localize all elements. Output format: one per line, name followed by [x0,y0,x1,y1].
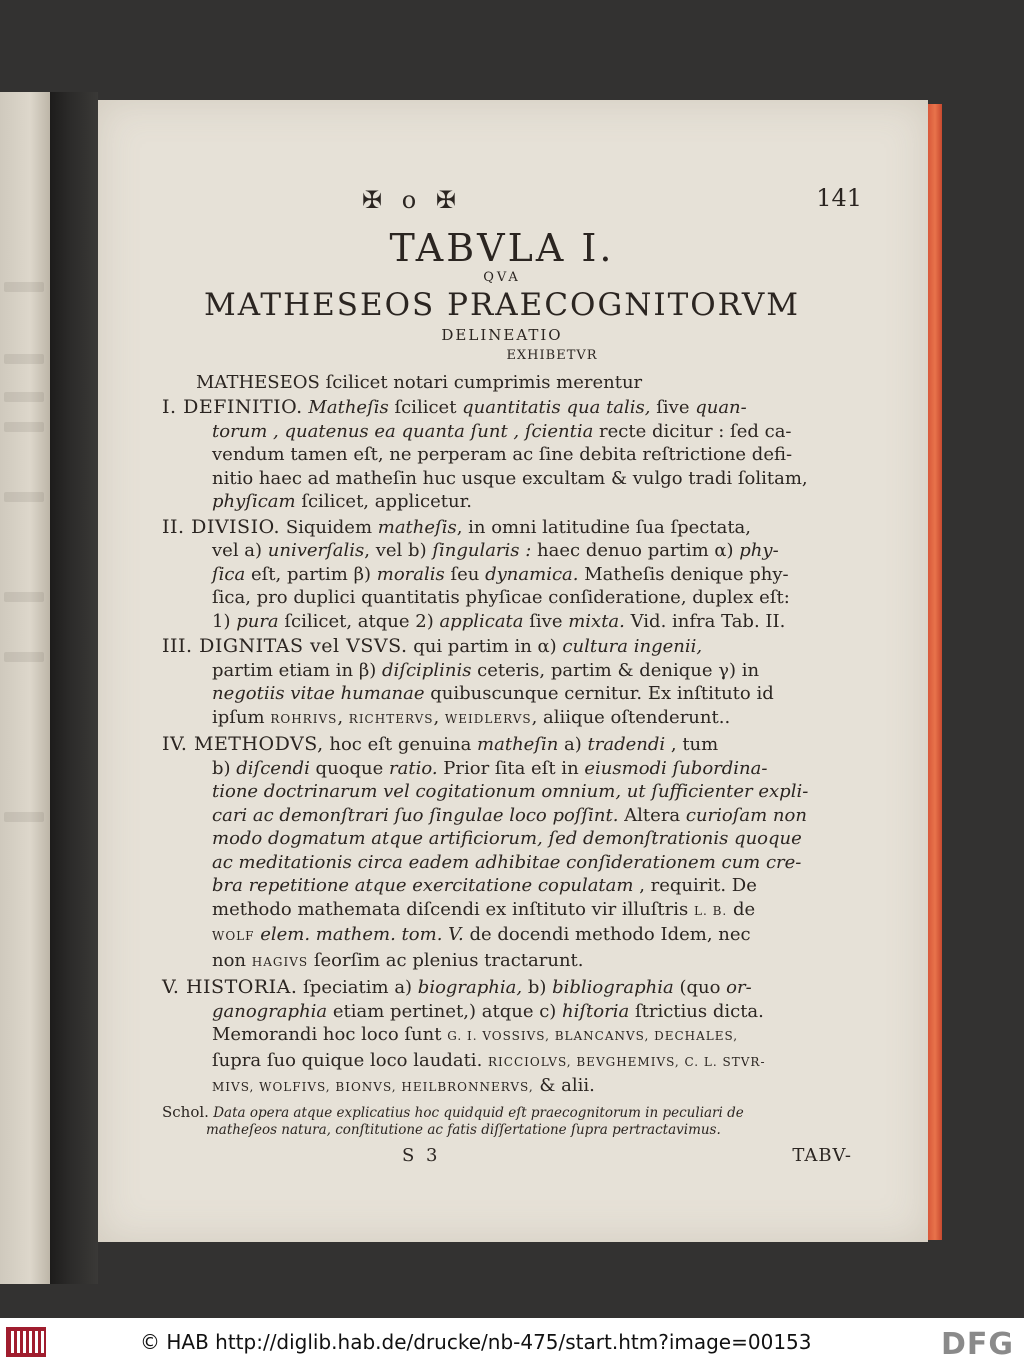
text-span: methodo mathemata diſcendi ex inſtituto vir illuſtris [212,898,694,920]
text-span: curioſam non [685,804,807,826]
dfg-logo[interactable]: DFG [940,1327,1014,1362]
text-span: applicata [439,610,524,632]
section-methodus [162,733,842,974]
text-span: b) [212,757,237,779]
section-definitio [162,396,842,514]
title-matheseos: MATHESEOS PRAECOGNITORVM [203,287,801,323]
section-heading: I. DEFINITIO. [162,396,303,418]
text-span: diſciplinis [382,659,472,681]
text-span: quan- [695,397,747,418]
text-span: etiam pertinet,) atque c) [327,1000,563,1022]
text-span: ganographia [212,1000,328,1022]
author-name: RICCIOLVS, BEVGHEMIVS, C. L. STVR- [488,1054,766,1069]
text-span: Matheſis [308,397,389,418]
running-head [162,180,862,220]
text-span: ſcilicet, applicetur. [295,491,472,512]
text-span: , [337,706,349,728]
running-head-ornament: ✠ o ✠ [362,186,462,214]
text-span: ſcilicet [388,397,463,418]
text-line: tione doctrinarum vel cogitationum omnium, ut ſufficienter expli- [212,781,809,802]
text-span: b) [522,977,553,998]
text-span: Altera [618,804,686,826]
text-span: mixta. [568,610,625,632]
book-gutter [50,92,98,1284]
text-span: (quo [673,977,727,998]
text-span: eſt, partim β) [245,563,377,585]
section-heading: II. DIVISIO. [162,515,281,538]
text-span: elem. mathem. tom. V. [254,924,464,945]
author-name: L. B. [693,903,728,918]
text-span: bibliographia [552,977,674,998]
bottom-bar [0,1318,1024,1367]
text-span: dynamica. [485,563,579,585]
text-span: Prior ſita eſt in [437,757,585,779]
book-page [98,100,928,1242]
author-name: RICHTERVS [348,711,434,726]
text-span: Siquidem [280,516,378,538]
text-span: partim etiam in β) [212,659,383,681]
author-name: MIVS, WOLFIVS, BIONVS, HEILBRONNERVS, [212,1080,534,1094]
text-span: matheſis [377,516,457,538]
section-heading: III. DIGNITAS vel VSVS. [162,635,408,657]
text-span: , vel b) [364,540,433,561]
text-span: Memorandi hoc loco ſunt [212,1024,448,1045]
text-span: tradendi [587,734,666,755]
text-line: ac meditationis circa eadem adhibitae conſiderationem cum cre- [212,851,802,873]
text-span: matheſin [477,734,559,755]
text-span: hiſtoria [562,1000,630,1022]
title-qua: QVA [483,270,521,285]
section-historia [162,976,842,1100]
text-span: non [212,949,252,971]
text-span: ſive [523,610,569,632]
signature-mark: S 3 [402,1144,441,1166]
text-line: vendum tamen eſt, ne perperam ac ſine debita reſtrictione defi- [212,444,793,465]
author-name: ROHRIVS [270,711,338,726]
text-span: 1) [212,610,237,632]
page-edge-red [928,104,942,1240]
text-span: , requirit. De [633,875,757,896]
text-span: ſcilicet, atque 2) [278,610,440,632]
text-span: , in omni latitudine ſua ſpectata, [456,516,752,538]
text-line: nitio haec ad matheſin huc usque excultam & vulgo tradi ſolitam, [212,467,808,489]
text-span: , tum [665,734,719,755]
text-span: quibuscunque cernitur. Ex inſtituto id [424,683,774,704]
text-span: moralis [376,563,445,585]
text-span: ratio. [389,757,438,779]
intro-line: MATHESEOS ſcilicet notari cumprimis merentur [196,372,643,393]
title-tabula: TABVLA I. [389,226,615,270]
text-span: diſcendi [236,757,310,779]
copyright-link[interactable]: © HAB http://diglib.hab.de/drucke/nb-475/start.htm?image=00153 [140,1330,812,1354]
text-span: Data opera atque explicatius hoc quidquid eſt praecognitorum in peculiari de [208,1104,744,1121]
text-span: quantitatis qua talis, [462,397,651,418]
author-name: WEIDLERVS [444,711,532,726]
section-heading: IV. METHODVS, [162,733,324,755]
text-span: de docendi methodo Idem, nec [463,924,751,945]
text-span: univerſalis [267,540,365,561]
text-span: , [433,706,445,728]
text-line: matheſeos natura, conſtitutione ac fatis diſſertatione ſupra pertractavimus. [206,1121,721,1138]
text-span: quoque [309,757,389,779]
text-span: a) [558,734,588,755]
text-span: negotiis vitae humanae [212,683,425,704]
section-dignitas [162,635,842,731]
text-span: pura [236,610,279,632]
text-span: ſingularis : [432,540,532,561]
text-span: ſupra ſuo quique loco laudati. [212,1049,489,1071]
text-span: , aliique oſtenderunt.. [531,706,731,728]
text-span: ſeu [444,563,486,585]
text-span: ipſum [212,706,271,728]
text-span: bra repetitione atque exercitatione copulatam [212,875,634,896]
text-span: de [727,898,756,920]
text-span: Vid. infra Tab. II. [624,610,786,632]
text-span: ſica [212,563,246,585]
scholion-label: Schol. [162,1102,209,1121]
text-line: ſica, pro duplici quantitatis phyſicae conſideratione, duplex eſt: [212,587,790,608]
text-span: phyſicam [212,491,296,512]
text-span: ſpeciatim a) [297,977,418,998]
text-span: cultura ingenii, [562,636,703,657]
text-line: modo dogmatum atque artificiorum, ſed demonſtrationis quoque [212,828,802,849]
page-number: 141 [816,184,862,212]
author-name: G. I. VOSSIVS, BLANCANVS, DECHALES, [447,1029,739,1043]
text-span: ſive [650,397,696,418]
title-exhibetur: EXHIBETVR [506,348,598,363]
text-span: torum , quatenus ea quanta ſunt , ſcientia [212,420,594,442]
text-span: vel a) [212,540,268,561]
text-span: Matheſis denique phy- [578,563,789,585]
text-span: haec denuo partim α) [531,540,740,561]
title-delineatio: DELINEATIO [441,326,563,344]
text-span: hoc eſt genuina [323,734,478,755]
section-heading: V. HISTORIA. [162,976,298,998]
scholion [162,1104,842,1139]
page-footer [162,1144,852,1173]
hab-logo-icon[interactable] [6,1327,46,1357]
author-name: HAGIVS [251,954,309,969]
section-divisio [162,516,842,634]
text-span: ceteris, partim & denique γ) in [471,659,760,681]
text-span: or- [726,977,752,998]
page-content [162,180,862,1173]
text-span: recte dicitur : ſed ca- [593,420,792,442]
text-span: ſtrictius dicta. [629,1000,764,1022]
text-span: ſeorſim ac plenius tractarunt. [308,949,584,971]
text-span: phy- [739,540,779,561]
previous-page-edge [0,92,50,1284]
author-name: WOLF [212,929,255,943]
text-span: & alii. [533,1075,595,1096]
catchword: TABV- [792,1144,852,1166]
text-span: biographia, [417,977,523,998]
text-span: cari ac demonſtrari ſuo ſingulae loco poſſint. [212,804,619,826]
text-span: qui partim in α) [407,636,563,657]
text-span: eiusmodi ſubordina- [584,757,768,779]
